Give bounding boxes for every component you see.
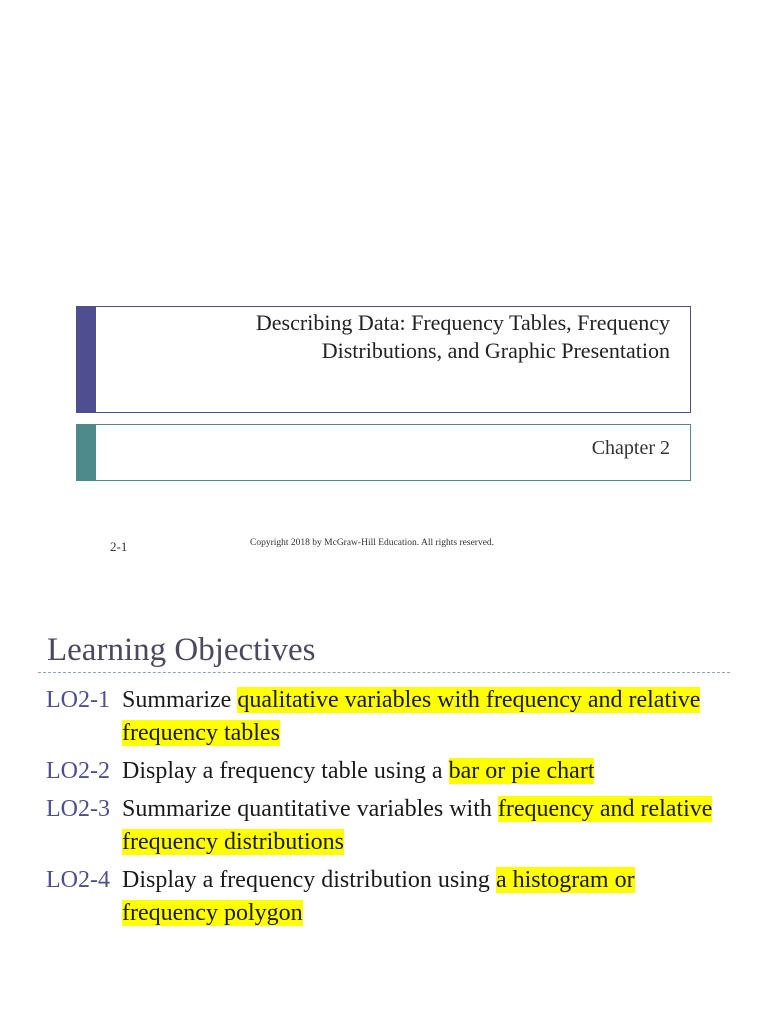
list-item [46, 755, 736, 788]
objective-plain-text: Display a frequency distribution using [122, 867, 496, 893]
slide-title [117, 309, 670, 365]
title-box [76, 306, 691, 413]
objective-text [122, 684, 736, 750]
objective-highlight-text: a histogram or frequency polygon [122, 867, 635, 926]
objective-highlight-text: qualitative variables with frequency and relative frequency tables [122, 687, 701, 746]
slide-number: 2-1 [110, 539, 128, 554]
list-item [46, 684, 736, 750]
heading-divider [38, 672, 730, 673]
objective-highlight-text: bar or pie chart [448, 758, 595, 784]
list-item [46, 793, 736, 859]
objective-highlight-text: frequency and relative frequency distributions [122, 796, 713, 855]
objective-code: LO2-3 [46, 796, 110, 822]
list-item [46, 864, 736, 930]
objective-plain-text: Summarize quantitative variables with [122, 796, 498, 822]
slide-subtitle: Chapter 2 [591, 437, 670, 459]
slide-title-line-1: Describing Data: Frequency Tables, Frequency [255, 310, 670, 335]
copyright-notice: Copyright 2018 by McGraw-Hill Education. All rights reserved. [250, 538, 495, 548]
subtitle-box [76, 424, 691, 481]
slide-title-line-2: Distributions, and Graphic Presentation [321, 338, 670, 363]
title-accent-bar [77, 307, 96, 412]
page-title: Learning Objectives [47, 632, 316, 668]
objective-code: LO2-2 [46, 758, 110, 784]
objectives-list [46, 684, 736, 935]
objective-text [122, 755, 736, 788]
objective-code: LO2-1 [46, 687, 110, 713]
objective-plain-text: Summarize [122, 687, 238, 713]
objective-code: LO2-4 [46, 867, 110, 893]
subtitle-accent-bar [77, 425, 96, 480]
objective-text [122, 793, 736, 859]
objective-text [122, 864, 736, 930]
objective-plain-text: Display a frequency table using a [122, 758, 449, 784]
